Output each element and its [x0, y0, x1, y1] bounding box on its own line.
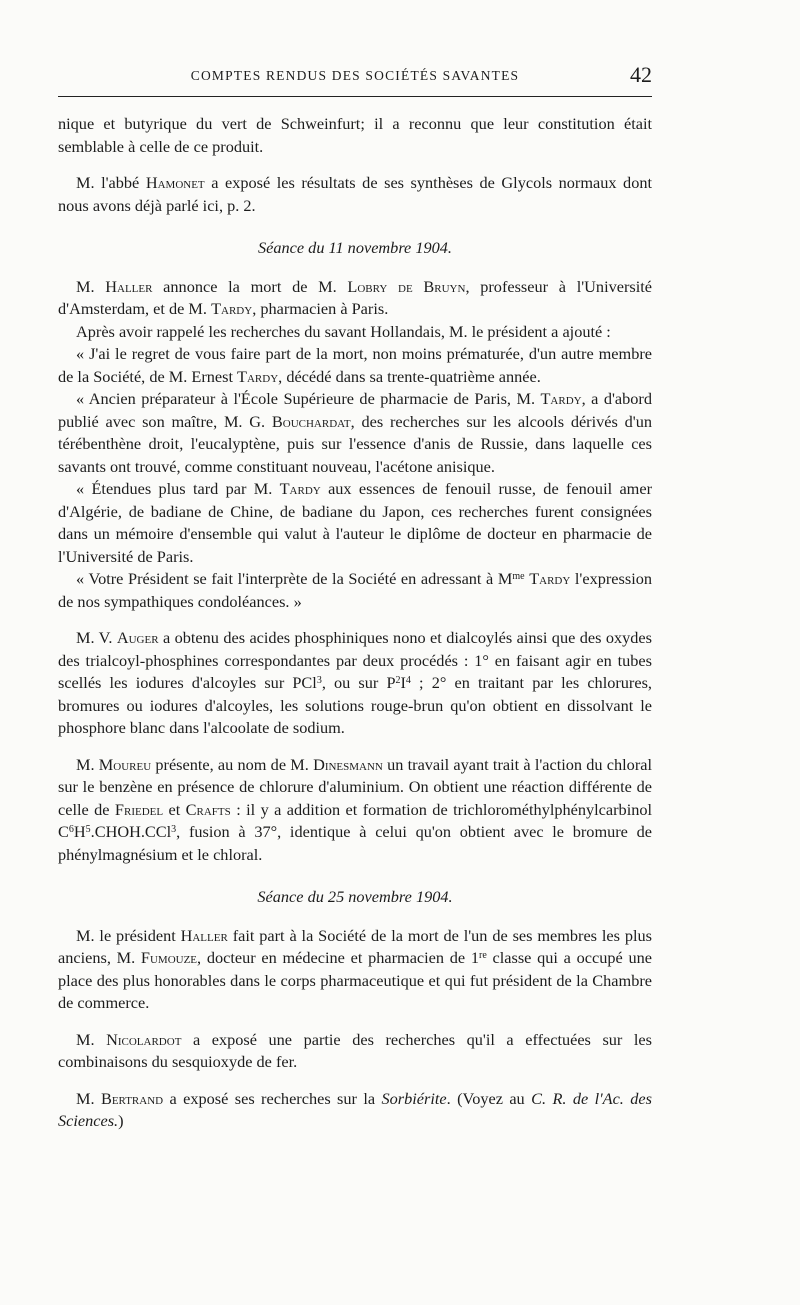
person-name: Hamonet [145, 173, 205, 192]
session-heading: Séance du 25 novembre 1904. [257, 887, 453, 906]
person-name: Bertrand [100, 1088, 164, 1108]
person-name: Fumouze [140, 948, 198, 967]
italic-reference: C. R. de l'Ac. des Sciences. [58, 1088, 652, 1130]
paragraph: Après avoir rappelé les recherches du savant Hollandais, M. le président a ajouté : [76, 321, 611, 341]
person-name: Tardy [237, 366, 279, 386]
person-name: Nicolardot [106, 1029, 182, 1049]
paragraph: M. Moureu présente, au nom de M. Dinesmann un travail ayant trait à l'action du chloral sur le benzène en présence de chlorure d'aluminium. On obtient une réaction différente de celle de Friedel et Crafts : il y a addition et formation de trichlorométhylphénylcarbinol $C^6H^5.CHOH.CCl^3$, fusion à 37°, identique à celui qu'on obtient avec le bromure de phénylmagnésium et le chloral. [58, 754, 653, 864]
paragraph: M. le président Haller fait part à la Société de la mort de l'un de ses membres les plus anciens, M. Fumouze, docteur en médecine et pharmacien de 1re classe qui a occupé une place des plus honorables dans le corps pharmaceutique et qui fut président de la Chambre de commerce. [58, 925, 652, 1012]
person-name: Dinesmann [313, 754, 383, 774]
body-text [58, 113, 652, 1133]
paragraph: « Votre Président se fait l'interprète de la Société en adressant à $M^{me}$ Tardy l'expression de nos sympathiques condoléances. » [58, 569, 652, 611]
person-name: Tardy [540, 389, 582, 408]
paragraph: nique et butyrique du vert de Schweinfurt; il a reconnu que leur constitution était semblable à celle de ce produit. [58, 114, 652, 156]
italic-term: Sorbiérite [381, 1088, 447, 1108]
person-name: Tardy [279, 479, 321, 498]
person-name: Crafts [185, 799, 231, 819]
person-name: Auger [116, 628, 159, 647]
paragraph: « Ancien préparateur à l'École Supérieure de pharmacie de Paris, M. Tardy, a d'abord publié avec son maître, M. G. Bouchardat, des recherches sur les alcools dérivés d'un térébenthène droit, l'eucalyptène, puis sur l'essence d'anis de Russie, dans laquelle ces savants ont trouvé, comme constituant nouveau, l'acétone anisique. [58, 389, 652, 476]
paragraph: M. Haller annonce la mort de M. Lobry de Bruyn, professeur à l'Université d'Amsterdam, et de M. Tardy, pharmacien à Paris. [58, 276, 652, 318]
paragraph: M. Bertrand a exposé ses recherches sur la Sorbiérite. (Voyez au C. R. de l'Ac. des Sciences.) [58, 1088, 652, 1130]
person-name: Haller [105, 276, 153, 296]
person-name: Haller [180, 925, 228, 945]
running-title: COMPTES RENDUS DES SOCIÉTÉS SAVANTES [190, 68, 520, 83]
paragraph: « Étendues plus tard par M. Tardy aux essences de fenouil russe, de fenouil amer d'Algérie, de badiane de Chine, de badiane du Japon, ces recherches furent consignées dans un mémoire d'ensemble qui valut à l'auteur le diplôme de docteur en pharmacie de l'Université de Paris. [58, 479, 652, 566]
page-header [58, 62, 652, 97]
page-number: 42 [630, 62, 652, 87]
person-name: Lobry de Bruyn [347, 276, 466, 296]
paragraph: « J'ai le regret de vous faire part de la mort, non moins prématurée, d'un autre membre de la Société, de M. Ernest Tardy, décédé dans sa trente-quatrième année. [58, 344, 652, 386]
session-heading: Séance du 11 novembre 1904. [258, 238, 452, 257]
person-name: Moureu [98, 754, 152, 774]
paragraph: M. Nicolardot a exposé une partie des recherches qu'il a effectuées sur les combinaisons du sesquioxyde de fer. [58, 1029, 652, 1071]
person-name: Tardy [529, 569, 571, 588]
paragraph: M. V. Auger a obtenu des acides phosphiniques nono et dialcoylés ainsi que des oxydes des trialcoyl-phosphines correspondantes par deux procédés : 1° en faisant agir en tubes scellés les iodures d'alcoyles sur PCl$^3$, ou sur $P^2I^4$ ; 2° en traitant par les chlorures, bromures ou iodures d'alcoyles, les solutions rouge-brun qu'on obtient en dissolvant le phosphore blanc dans l'alcoolate de sodium. [58, 628, 652, 737]
paragraph: M. l'abbé Hamonet a exposé les résultats de ses synthèses de Glycols normaux dont nous avons déjà parlé ici, p. 2. [58, 173, 652, 215]
person-name: Tardy [211, 299, 253, 318]
person-name: Friedel [114, 799, 164, 819]
person-name: Bouchardat [271, 411, 351, 431]
